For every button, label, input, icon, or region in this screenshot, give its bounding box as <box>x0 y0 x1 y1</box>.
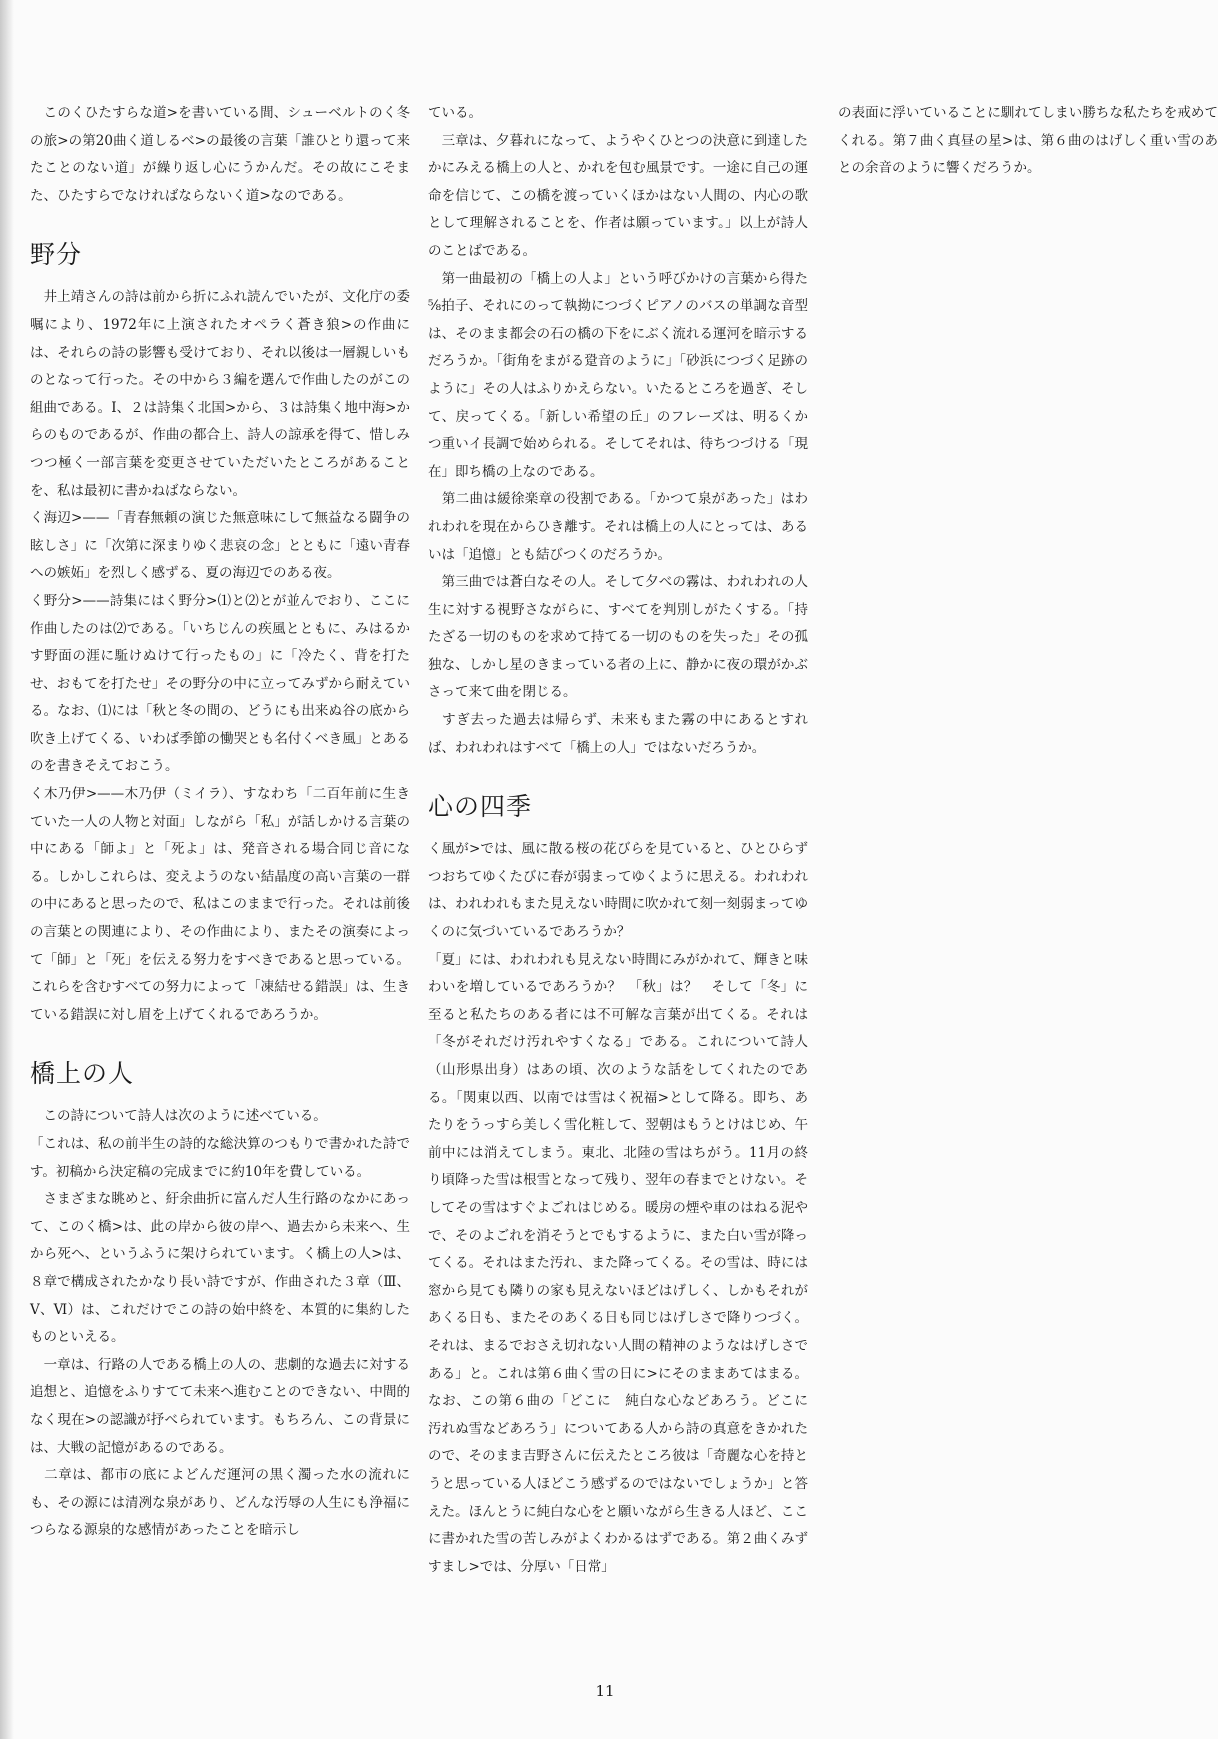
paragraph: 第一曲最初の「橋上の人よ」という呼びかけの言葉から得た⅝拍子、それにのって執拗につづくピアノのバスの単調な音型は、そのまま都会の石の橋の下をにぶく流れる運河を暗示するだろうか。「街角をまがる跫音のように」「砂浜につづく足跡のように」その人はふりかえらない。いたるところを過ぎ、そして、戻ってくる。「新しい希望の丘」のフレーズは、明るくかつ重いイ長調で始められる。そしてそれは、待ちつづける「現在」即ち橋の上なのである。 <box>428 270 808 480</box>
paragraph: 一章は、行路の人である橋上の人の、悲劇的な過去に対する追想と、追憶をふりすてて未来へ進むことのできない、中間的なく現在>の認識が抒べられています。もちろん、この背景には、大戦の記憶があるのである。 <box>30 1356 410 1456</box>
paragraph: 二章は、都市の底によどんだ運河の黒く濁った水の流れにも、その源には清冽な泉があり、どんな汚辱の人生にも浄福につらなる源泉的な感情があったことを暗示し <box>30 1467 410 1539</box>
paragraph: 第三曲では蒼白なその人。そして夕べの霧は、われわれの人生に対する視野さながらに、すべてを判別しがたくする。「持たざる一切のものを求めて持てる一切のものを失った」その孤独な、しかし星のきまっている者の上に、静かに夜の環がかぶさって来て曲を閉じる。 <box>428 574 808 701</box>
paragraph: く木乃伊>——木乃伊（ミイラ）、すなわち「二百年前に生きていた一人の人物と対面」しながら「私」が話しかける言葉の中にある「師よ」と「死よ」は、発音される場合同じ音になる。しかしこれらは、変えようのない結晶度の高い言葉の一群の中にあると思ったので、私はこのままで行った。それは前後の言葉との関連により、その作曲により、またその演奏によって「師」と「死」を伝える努力をすべきであると思っている。これらを含むすべての努力によって「凍結せる錯誤」は、生きている錯誤に対し眉を上げてくれるであろうか。 <box>30 786 410 1023</box>
page-edge-shadow <box>0 0 14 1739</box>
paragraph: さまざまな眺めと、紆余曲折に富んだ人生行路のなかにあって、このく橋>は、此の岸から彼の岸へ、過去から未来へ、生から死へ、というふうに架けられています。く橋上の人>は、８章で構成されたかなり長い詩ですが、作曲された３章（Ⅲ、Ⅴ、Ⅵ）は、これだけでこの詩の始中終を、本質的に集約したものといえる。 <box>30 1191 410 1346</box>
paragraph: の表面に浮いていることに馴れてしまい勝ちな私たちを戒めてくれる。第７曲く真昼の星>は、第６曲のはげしく重い雪のあとの余音のように響くだろうか。 <box>838 105 1218 177</box>
paragraph: く野分>——詩集にはく野分>⑴と⑵とが並んでおり、ここに作曲したのは⑵である。「いちじんの疾風とともに、みはるかす野面の涯に駈けぬけて行ったもの」に「冷たく、背を打たせ、おもてを打たせ」その野分の中に立ってみずから耐えている。なお、⑴には「秋と冬の間の、どうにも出来ぬ谷の底から吹き上げてくる、いわば季節の慟哭とも名付くべき風」とあるのを書きそえておこう。 <box>30 592 410 775</box>
paragraph: このくひたすらな道>を書いている間、シューベルトのく冬の旅>の第20曲く道しるべ>の最後の言葉「誰ひとり還って来たことのない道」が繰り返し心にうかんだ。その故にこそまた、ひたすらでなければならないく道>なのである。 <box>30 105 410 204</box>
text-column-2 <box>428 100 822 1581</box>
paragraph: ている。 <box>428 105 482 121</box>
paragraph: 「夏」には、われわれも見えない時間にみがかれて、輝きと味わいを増しているであろうか？ 「秋」は？ そして「冬」に至ると私たちのある者には不可解な言葉が出てくる。それは「冬がそれだけ汚れやすくなる」である。これについて詩人（山形県出身）はあの頃、次のような話をしてくれたのである。「関東以西、以南では雪はく祝福>として降る。即ち、あたりをうっすら美しく雪化粧して、翌朝はもうとけはじめ、午前中には消えてしまう。東北、北陸の雪はちがう。11月の終り頃降った雪は根雪となって残り、翌年の春までとけない。そしてその雪はすぐよごれはじめる。暖房の煙や車のはねる泥やで、そのよごれを消そうとでもするように、また白い雪が降ってくる。それはまた汚れ、また降ってくる。その雪は、時には窓から見ても隣りの家も見えないほどはげしく、しかもそれがあくる日も、またそのあくる日も同じはげしさで降りつづく。それは、まるでおさえ切れない人間の精神のようなはげしさである」と。これは第６曲く雪の日に>にそのままあてはまる。なお、この第６曲の「どこに 純白な心などあろう。どこに 汚れぬ雪などあろう」についてある人から詩の真意をきかれたので、そのまま吉野さんに伝えたところ彼は「奇麗な心を持とうと思っている人ほどこう感ずるのではないでしょうか」と答えた。ほんとうに純白な心をと願いながら生きる人ほど、ここに書かれた雪の苦しみがよくわかるはずである。第２曲くみずすまし>では、分厚い「日常」 <box>428 951 822 1575</box>
paragraph: 三章は、夕暮れになって、ようやくひとつの決意に到達したかにみえる橋上の人と、かれを包む風景です。一途に自己の運命を信じて、この橋を渡っていくほかはない人間の、内心の歌として理解されることを、作者は願っています。」以上が詩人のことばである。 <box>428 132 808 259</box>
paragraph: く海辺>——「青春無頼の演じた無意味にして無益なる闘争の眩しさ」に「次第に深まりゆく悲哀の念」とともに「遠い青春への嫉妬」を烈しく感ずる、夏の海辺でのある夜。 <box>30 510 410 582</box>
paragraph: この詩について詩人は次のように述べている。 <box>30 1108 327 1125</box>
text-column-3 <box>838 100 1218 183</box>
page-number: 11 <box>595 1682 615 1700</box>
paragraph: 第二曲は緩徐楽章の役割である。「かつて泉があった」はわれわれを現在からひき離す。それは橋上の人にとっては、あるいは「追憶」とも結びつくのだろうか。 <box>428 491 808 563</box>
section-heading-kokoro: 心の四季 <box>428 792 533 822</box>
paragraph: すぎ去った過去は帰らず、未来もまた霧の中にあるとすれば、われわれはすべて「橋上の人」ではないだろうか。 <box>428 712 808 756</box>
section-heading-kyojo: 橋上の人 <box>30 1059 135 1089</box>
paragraph: 「これは、私の前半生の詩的な総決算のつもりで書かれた詩です。初稿から決定稿の完成までに約10年を費している。 <box>30 1136 410 1180</box>
paragraph: く風が>では、風に散る桜の花びらを見ていると、ひとひらずつおちてゆくたびに春が弱まってゆくように思える。われわれは、われわれもまた見えない時間に吹かれて刻一刻弱まってゆくのに気づいているであろうか？ <box>428 841 808 941</box>
text-column-1 <box>30 100 410 1545</box>
section-heading-nowaki: 野分 <box>30 240 83 270</box>
paragraph: 井上靖さんの詩は前から折にふれ読んでいたが、文化庁の委嘱により、1972年に上演されたオペラく蒼き狼>の作曲には、それらの詩の影響も受けており、それ以後は一層親しいものとなって行った。その中から３編を選んで作曲したのがこの組曲である。Ⅰ、２は詩集く北国>から、３は詩集く地中海>からのものであるが、作曲の都合上、詩人の諒承を得て、惜しみつつ極く一部言葉を変更させていただいたところがあることを、私は最初に書かねばならない。 <box>30 289 410 499</box>
